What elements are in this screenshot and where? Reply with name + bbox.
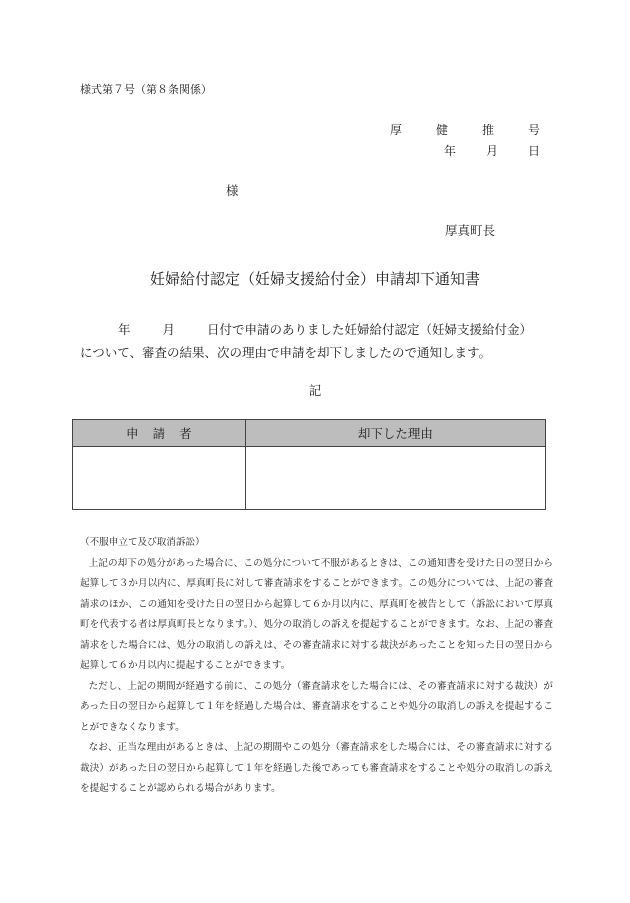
header-applicant-char: 者 bbox=[179, 426, 192, 441]
appeal-paragraph: 上記の却下の処分があった場合に、この処分について不服があるときは、この通知書を受けた日の翌日から起算して３か月以内に、厚真町長に対して審査請求をすることができます。この処分については、上記の審査請求のほか、この通知を受けた日の翌日から起算して６か月以内に、厚真町を被告として（訴訟において厚真町を代表する者は厚真町長となります。）、処分の取消しの訴えを提起することができます。なお、上記の審査請求をした場合には、処分の取消しの訴えは、その審査請求に対する裁決があったことを知った日の翌日から起算して６か月以内に提起することができます。 bbox=[80, 557, 553, 671]
form-number: 様式第７号（第８条関係） bbox=[80, 83, 212, 96]
date-day: 日 bbox=[527, 144, 540, 158]
body-line-2: について、審査の結果、次の理由で申請を却下しましたので通知します。 bbox=[80, 345, 492, 360]
body-year: 年 bbox=[118, 322, 131, 337]
appeal-paragraph: なお、正当な理由があるときは、上記の期間やこの処分（審査請求をした場合には、その審査請求に対する裁決）があった日の翌日から起算して１年を経過した後であっても審査請求をすることや処分の取消しの訴えを提起することが認められる場合があります。 bbox=[80, 742, 553, 794]
issue-date bbox=[444, 142, 540, 159]
addressee-honorific: 様 bbox=[226, 183, 239, 198]
table-row bbox=[73, 447, 546, 510]
header-reason: 却下した理由 bbox=[245, 420, 545, 447]
document-number bbox=[390, 121, 540, 138]
applicant-cell bbox=[73, 447, 246, 510]
doc-number-section: 推 bbox=[481, 123, 494, 137]
doc-number-suffix: 号 bbox=[527, 123, 540, 137]
document-title: 妊婦給付認定（妊婦支援給付金）申請却下通知書 bbox=[149, 270, 480, 288]
header-applicant-char: 申 bbox=[126, 426, 139, 441]
header-applicant bbox=[73, 420, 246, 447]
body-line-1 bbox=[118, 320, 532, 338]
table-header-row bbox=[73, 420, 546, 447]
appeal-notice bbox=[80, 533, 553, 800]
appeal-heading: （不服申立て及び取消訴訟） bbox=[80, 537, 205, 548]
body-month: 月 bbox=[162, 322, 176, 337]
reason-table bbox=[72, 419, 546, 510]
reason-cell bbox=[245, 447, 545, 510]
date-year: 年 bbox=[444, 144, 457, 158]
date-month: 月 bbox=[485, 144, 498, 158]
header-applicant-char: 請 bbox=[152, 426, 166, 441]
sender: 厚真町長 bbox=[445, 223, 496, 238]
doc-number-division: 健 bbox=[435, 123, 448, 137]
ki-heading: 記 bbox=[308, 383, 322, 398]
appeal-paragraph: ただし、上記の期間が経過する前に、この処分（審査請求をした場合には、その審査請求に対する裁決）があった日の翌日から起算して１年を経過した場合は、審査請求をすることや処分の取消しの訴えを提起することができなくなります。 bbox=[80, 680, 553, 733]
body-line-1-text: 日付で申請のありました妊婦給付認定（妊婦支援給付金） bbox=[207, 322, 533, 337]
doc-number-prefix: 厚 bbox=[390, 123, 403, 137]
